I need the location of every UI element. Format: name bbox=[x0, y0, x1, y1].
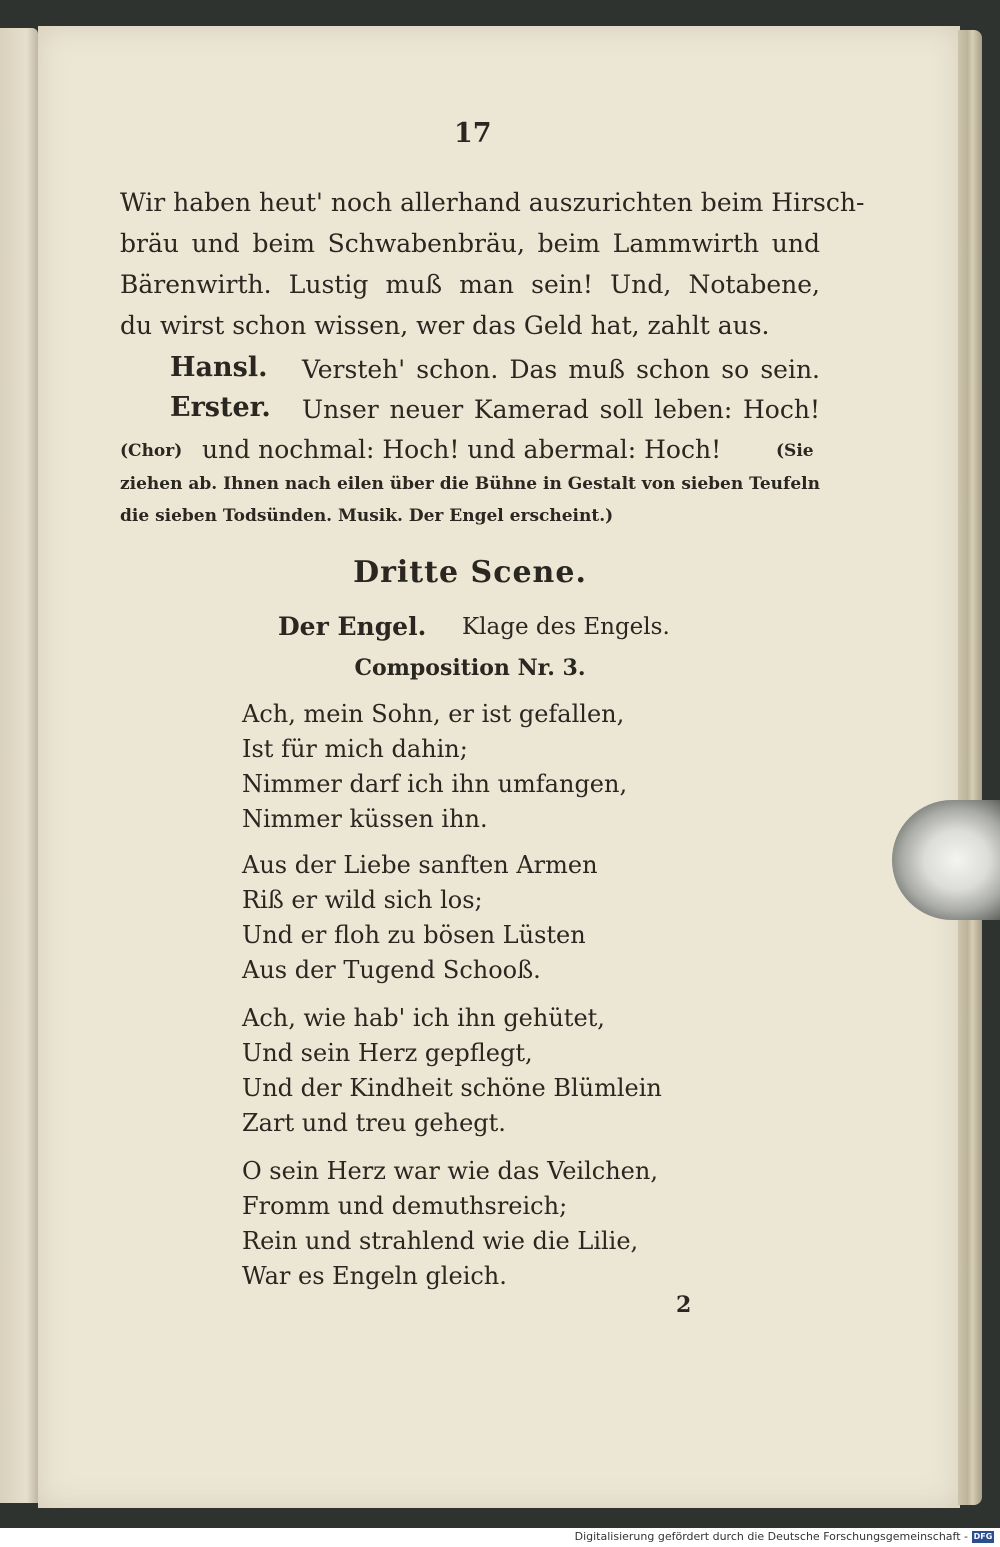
scene-speaker: Der Engel. bbox=[278, 612, 427, 641]
verse-line: Fromm und demuthsreich; bbox=[242, 1192, 568, 1220]
verse-line: Rein und strahlend wie die Lilie, bbox=[242, 1227, 639, 1255]
verse-line: Und sein Herz gepflegt, bbox=[242, 1039, 533, 1067]
stage-chor: (Chor) bbox=[120, 441, 183, 461]
verse-line: Ach, wie hab' ich ihn gehütet, bbox=[242, 1004, 605, 1032]
prose-line: Bärenwirth. Lustig muß man sein! Und, Notabene, bbox=[120, 270, 820, 299]
verse-line: Riß er wild sich los; bbox=[242, 886, 483, 914]
verse-line: O sein Herz war wie das Veilchen, bbox=[242, 1157, 658, 1185]
prose-line: bräu und beim Schwabenbräu, beim Lammwirth und bbox=[120, 229, 820, 258]
dfg-logo: DFG bbox=[973, 1532, 993, 1541]
composition-label: Composition Nr. 3. bbox=[354, 655, 586, 681]
page-stack-edge bbox=[958, 30, 982, 1505]
stage-direction-start: (Sie bbox=[776, 441, 814, 461]
dialogue-erster: Unser neuer Kamerad soll leben: Hoch! bbox=[302, 395, 820, 424]
stage-direction: die sieben Todsünden. Musik. Der Engel erscheint.) bbox=[120, 506, 614, 526]
verse-line: Und der Kindheit schöne Blümlein bbox=[242, 1074, 662, 1102]
stage-direction: ziehen ab. Ihnen nach eilen über die Bühne in Gestalt von sieben Teufeln bbox=[120, 474, 820, 494]
verse-line: Ach, mein Sohn, er ist gefallen, bbox=[242, 700, 625, 728]
left-page-edge bbox=[0, 28, 38, 1503]
scene-subtitle: Klage des Engels. bbox=[462, 614, 670, 640]
scene-title: Dritte Scene. bbox=[353, 555, 587, 590]
verse-line: Nimmer küssen ihn. bbox=[242, 805, 488, 833]
verse-line: Zart und treu gehegt. bbox=[242, 1109, 506, 1137]
verse-line: Nimmer darf ich ihn umfangen, bbox=[242, 770, 628, 798]
verse-line: Ist für mich dahin; bbox=[242, 735, 468, 763]
verse-line: Aus der Liebe sanften Armen bbox=[242, 851, 598, 879]
dialogue-hansl: Versteh' schon. Das muß schon so sein. bbox=[302, 355, 820, 384]
verse-line: Aus der Tugend Schooß. bbox=[242, 956, 541, 984]
footer-credit: Digitalisierung gefördert durch die Deutsche Forschungsgemeinschaft - bbox=[574, 1530, 968, 1543]
verse-line: Und er floh zu bösen Lüsten bbox=[242, 921, 586, 949]
signature-mark: 2 bbox=[676, 1292, 692, 1318]
prose-line: du wirst schon wissen, wer das Geld hat, zahlt aus. bbox=[120, 311, 770, 340]
speaker-hansl: Hansl. bbox=[170, 352, 268, 383]
verse-line: War es Engeln gleich. bbox=[242, 1262, 507, 1290]
page-number: 17 bbox=[454, 118, 492, 149]
dialogue-chor: und nochmal: Hoch! und abermal: Hoch! bbox=[202, 435, 722, 464]
prose-line: Wir haben heut' noch allerhand auszurichten beim Hirsch- bbox=[120, 188, 865, 217]
speaker-erster: Erster. bbox=[170, 392, 271, 423]
page-clip bbox=[892, 800, 1000, 920]
